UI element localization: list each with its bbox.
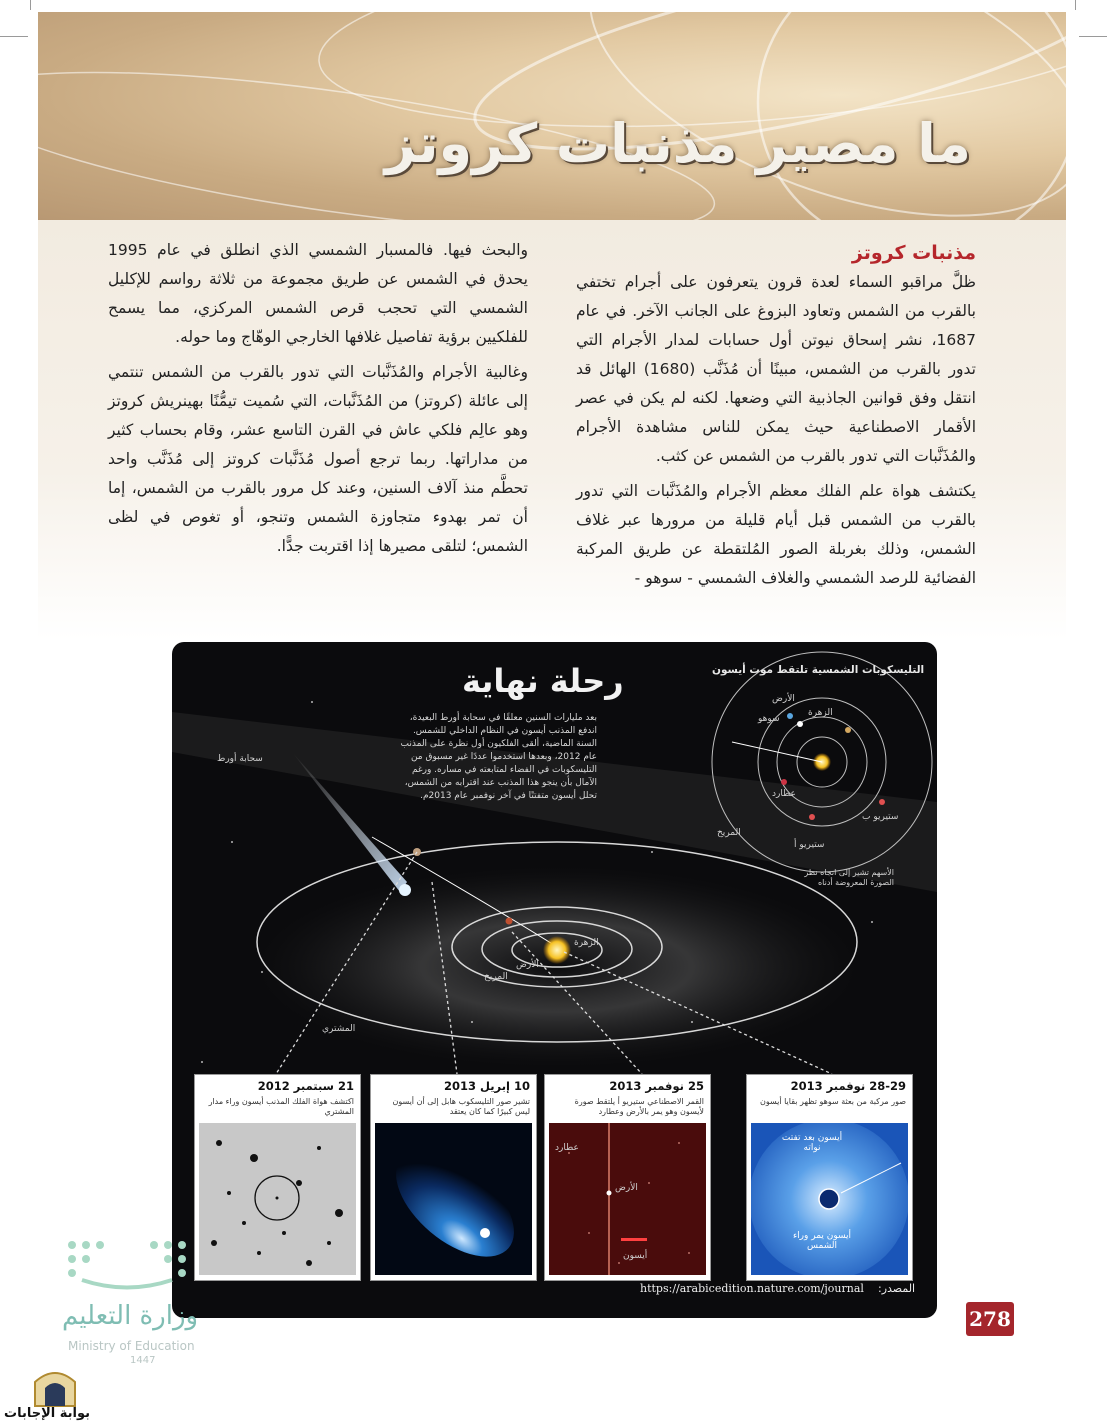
article-column-left [108, 236, 528, 567]
crop-mark [1075, 0, 1076, 10]
book-page [38, 12, 1066, 1412]
ministry-year: 1447 [130, 1355, 156, 1366]
inset-title: التليسكوبات الشمسية تلتقط موت أيسون [712, 664, 925, 676]
gateway-logo-icon [30, 1368, 80, 1408]
panel-caption: القمر الاصطناعي ستيريو أ يلتقط صورة لأيسون وهو يمر بالأرض وعطارد [574, 1097, 704, 1116]
source-url: https://arabicedition.nature.com/journal [640, 1282, 864, 1295]
label-jupiter: المشتري [322, 1024, 356, 1034]
paragraph: يكتشف هواة علم الفلك معظم الأجرام والمُذَنَّبات التي تدور بالقرب من الشمس قبل أيام قليلة من مرورها عبر غلاف الشمس، وذلك بغربلة الصور المُلتقطة عن طريق المركبة الفضائية للرصد الشمسي والغلاف الشمسي - سوهو - [576, 482, 976, 587]
panel-label-ison: أيسون [623, 1251, 648, 1261]
panel-date: 10 إبريل 2013 [443, 1079, 530, 1093]
inset-label-mercury: عطارد [772, 789, 796, 799]
panel-caption: صور مركبة من بعثة سوهو تظهر بقايا أيسون [759, 1097, 906, 1106]
ministry-name-ar: وزارة التعليم [62, 1301, 199, 1331]
inset-label-stereo-a: ستيريو أ [794, 840, 825, 850]
panel-date: 21 سبتمبر 2012 [257, 1079, 354, 1093]
panel-label-ison-behind-sun: أيسون يمر وراء الشمس [792, 1231, 852, 1251]
title-banner [38, 12, 1066, 220]
infographic [172, 642, 937, 1318]
panel-sep-2012 [194, 1074, 361, 1281]
panel-date: 25 نوفمبر 2013 [609, 1079, 704, 1093]
page-title: ما مصير مذنبات كروتز [384, 112, 971, 175]
panel-label-earth: الأرض [615, 1183, 638, 1193]
article-column-right [576, 242, 976, 599]
star-field-image [199, 1123, 356, 1275]
crop-mark [30, 0, 31, 10]
answers-gateway-watermark [0, 1370, 110, 1427]
page-number: 278 [966, 1302, 1014, 1336]
paragraph: ظلَّ مراقبو السماء لعدة قرون يتعرفون على أجرام تختفي بالقرب من الشمس وتعاود البزوغ على الجانب الآخر. في عام 1687، نشر إسحاق نيوتن أول حسابات لمدار الأجرام التي تدور بالقرب من الشمس، مبينًا أن مُذَنَّب (1680) الهائل قد انتقل وفق قوانين الجاذبية التي وضعها. لكنه لم يكن في عصر الأقمار الاصطناعية حيث يمكن للناس مشاهدة الأجرام والمُذَنَّبات التي تدور بالقرب من الشمس عن كثب. [576, 273, 976, 465]
inset-label-venus: الزهرة [808, 708, 833, 718]
label-earth: الأرض [516, 960, 539, 970]
inset-label-mars: المريخ [717, 828, 741, 838]
source-label: المصدر: [878, 1282, 916, 1295]
panel-nov25-2013 [544, 1074, 711, 1281]
crop-mark [0, 36, 28, 37]
label-oort-cloud: سحابة أورط [217, 754, 263, 764]
panel-apr-2013 [370, 1074, 537, 1281]
gateway-text: بوابة الإجابات [4, 1406, 90, 1421]
sun-icon [543, 936, 571, 964]
inset-label-earth: الأرض [772, 694, 795, 704]
panel-caption: تشير صور التليسكوب هابل إلى أن أيسون ليس كبيرًا كما كان يعتقد [392, 1097, 530, 1116]
panel-label-mercury: عطارد [555, 1143, 579, 1153]
inset-label-soho: سوهو [758, 714, 780, 724]
crop-mark [1079, 36, 1107, 37]
inset-arrows-note: الأسهم تشير إلى اتجاه نظر الصورة المعروضة أدناه [804, 868, 894, 887]
ministry-dots-icon [62, 1235, 202, 1295]
comet-ison-icon [399, 884, 411, 896]
label-mars: المريخ [484, 972, 508, 982]
section-title: مذنبات كروتز [851, 242, 976, 264]
paragraph: والبحث فيها. فالمسبار الشمسي الذي انطلق في عام 1995 يحدق في الشمس عن طريق مجموعة من ثلاثة رواسم للإكليل الشمسي التي تحجب قرص الشمس المركزي، مما يسمح للفلكيين برؤية تفاصيل غلافها الخارجي الوهّاج وما حوله. [108, 241, 528, 346]
label-venus: الزهرة [574, 938, 599, 948]
ministry-logo [22, 1235, 212, 1385]
infographic-title: رحلة نهاية [462, 662, 624, 700]
panel-nov28-2013 [746, 1074, 913, 1281]
ministry-name-en: Ministry of Education [68, 1339, 195, 1353]
paragraph: وغالبية الأجرام والمُذَنَّبات التي تدور بالقرب من الشمس تنتمي إلى عائلة (كروتز) من المُذَنَّبات، التي سُميت تيمُّنًا بهينريش كروتز وهو عالِم فلكي عاش في القرن التاسع عشر، وقام بحساب كثير من مداراتها. ربما ترجع أصول مُذَنَّبات كروتز إلى مُذَنَّب واحد تحطَّم منذ آلاف السنين، وعند كل مرور بالقرب من الشمس، إما أن تمر بهدوء متجاوزة الشمس وتنجو، أو تغوص في لظى الشمس؛ لتلقى مصيرها إذا اقتربت جدًّا. [108, 363, 528, 555]
panel-caption: اكتشف هواة الفلك المذنب أيسون وراء مدار المشتري [208, 1097, 354, 1116]
panel-date: 28-29 نوفمبر 2013 [790, 1079, 906, 1093]
panel-label-ison-after: أيسون بعد تفتت نواته [781, 1133, 843, 1153]
inset-label-stereo-b: ستيريو ب [862, 812, 899, 822]
infographic-intro: بعد مليارات السنين معلقًا في سحابة أورط البعيدة، اندفع المذنب أيسون في النظام الداخلي للشمس. السنة الماضية، ألقى الفلكيون أول نظرة على المذنب عام 2012، وبعدها استخدموا عددًا غير مسبوق من التليسكوبات في الفضاء لمتابعته في مساره. ورغم الآمال بأن ينجو هذا المذنب عند اقترابه من الشمس، تحلل أيسون متفتتًا في آخر نوفمبر عام 2013م. [400, 713, 597, 801]
mars-planet-icon [506, 918, 513, 925]
hubble-comet-image [375, 1123, 532, 1275]
